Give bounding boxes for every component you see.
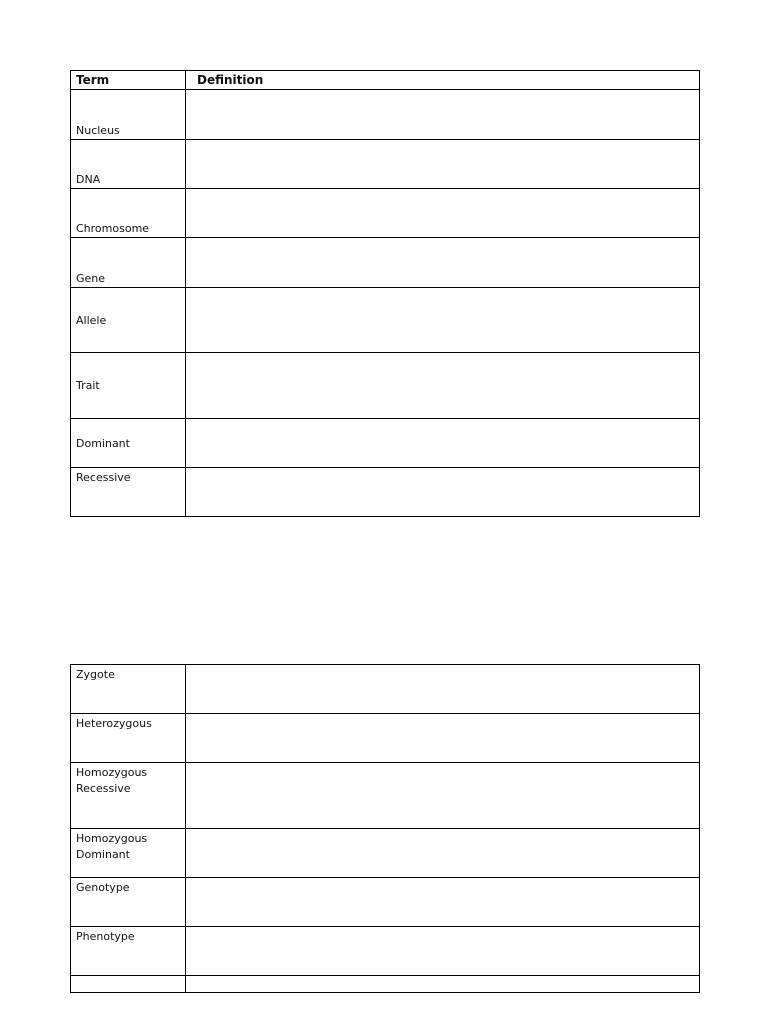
table-row <box>71 927 700 976</box>
table-row <box>71 140 700 189</box>
table-row <box>71 288 700 353</box>
term-cell: Recessive <box>71 468 186 517</box>
vocabulary-table-1 <box>70 70 700 517</box>
definition-cell[interactable] <box>186 353 700 419</box>
definition-cell[interactable] <box>186 927 700 976</box>
table-row <box>71 238 700 288</box>
definition-cell[interactable] <box>186 829 700 878</box>
term-cell: Heterozygous <box>71 714 186 763</box>
table-row <box>71 714 700 763</box>
table-row <box>71 829 700 878</box>
definition-cell[interactable] <box>186 419 700 468</box>
definition-cell[interactable] <box>186 238 700 288</box>
table-row <box>71 419 700 468</box>
term-cell: Genotype <box>71 878 186 927</box>
definition-column-header: Definition <box>186 71 700 90</box>
table-row <box>71 878 700 927</box>
definition-cell[interactable] <box>186 665 700 714</box>
term-cell: Trait <box>71 353 186 419</box>
term-cell <box>71 976 186 993</box>
definition-cell[interactable] <box>186 288 700 353</box>
vocabulary-table-2 <box>70 664 700 993</box>
definition-cell[interactable] <box>186 468 700 517</box>
table-row <box>71 468 700 517</box>
term-cell: DNA <box>71 140 186 189</box>
table-header-row <box>71 71 700 90</box>
definition-cell[interactable] <box>186 763 700 829</box>
table-row <box>71 763 700 829</box>
term-cell: Homozygous Recessive <box>71 763 186 829</box>
definition-cell[interactable] <box>186 976 700 993</box>
table-row <box>71 90 700 140</box>
table-row <box>71 353 700 419</box>
term-column-header: Term <box>71 71 186 90</box>
term-cell: Phenotype <box>71 927 186 976</box>
term-cell: Zygote <box>71 665 186 714</box>
term-cell: Dominant <box>71 419 186 468</box>
table-row <box>71 976 700 993</box>
definition-cell[interactable] <box>186 90 700 140</box>
definition-cell[interactable] <box>186 189 700 238</box>
definition-cell[interactable] <box>186 140 700 189</box>
definition-cell[interactable] <box>186 714 700 763</box>
term-cell: Homozygous Dominant <box>71 829 186 878</box>
table-row <box>71 665 700 714</box>
term-cell: Chromosome <box>71 189 186 238</box>
term-cell: Nucleus <box>71 90 186 140</box>
term-cell: Allele <box>71 288 186 353</box>
definition-cell[interactable] <box>186 878 700 927</box>
term-cell: Gene <box>71 238 186 288</box>
table-row <box>71 189 700 238</box>
